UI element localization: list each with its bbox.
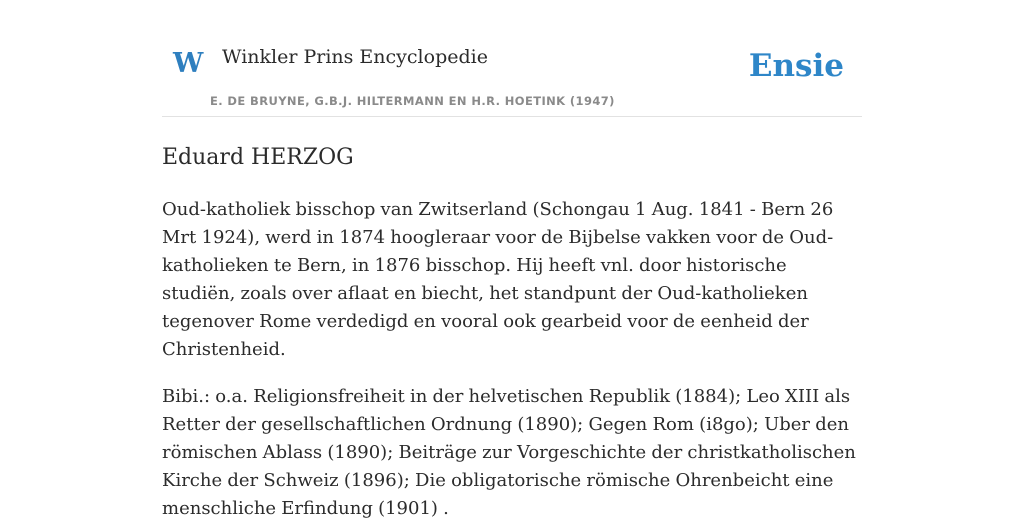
page-header — [162, 0, 862, 117]
encyclopedia-logo[interactable]: W — [173, 48, 204, 79]
article-paragraph: Oud-katholiek bisschop van Zwitserland (Schongau 1 Aug. 1841 - Bern 26 Mrt 1924), werd in 1874 hoogleraar voor de Bijbelse vakken voor de Oud-katholieken te Bern, in 1876 bisschop. Hij heeft vnl. door historische studiën, zoals over aflaat en biecht, het standpunt der Oud-katholieken tegenover Rome verdedigd en vooral ook gearbeid voor de eenheid der Christenheid. — [162, 199, 834, 360]
source-authors: E. DE BRUYNE, G.B.J. HILTERMANN EN H.R. HOETINK (1947) — [210, 94, 615, 108]
bibliography-paragraph: Bibi.: o.a. Religionsfreiheit in der helvetischen Republik (1884); Leo XIII als Retter der gesellschaftlichen Ordnung (1890); Gegen Rom (i8go); Uber den römischen Ablass (1890); Beiträge zur Vorgeschichte der christkatholischen Kirche der Schweiz (1896); Die obligatorische römische Ohrenbeicht eine menschliche Erfindung (1901) . — [162, 386, 856, 519]
article-title: Eduard HERZOG — [162, 145, 354, 170]
source-title[interactable]: Winkler Prins Encyclopedie — [222, 46, 488, 68]
ensie-brand-link[interactable]: Ensie — [748, 48, 844, 84]
page — [162, 0, 862, 523]
